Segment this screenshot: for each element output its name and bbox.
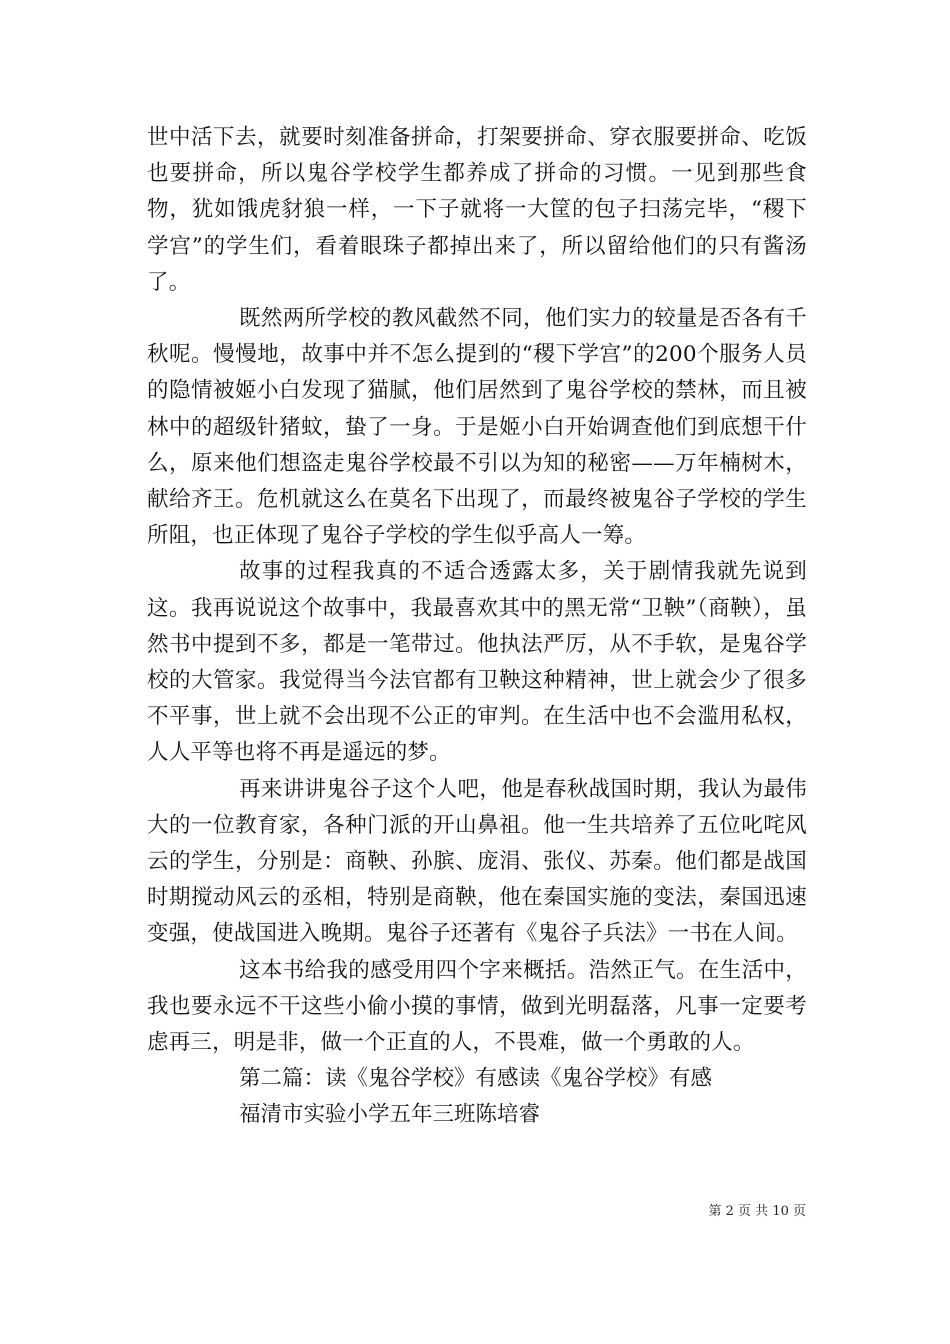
paragraph-weiyang: 故事的过程我真的不适合透露太多，关于剧情我就先说到这。我再说说这个故事中，我最喜欢其中的黑无常“卫鞅”（商鞅），虽然书中提到不多，都是一笔带过。他执法严厉，从不手软，是鬼谷学校的大管家。我觉得当今法官都有卫鞅这种精神，世上就会少了很多不平事，世上就不会出现不公正的审判。在生活中也不会滥用私权，人人平等也将不再是遥远的梦。 xyxy=(147,559,807,766)
paragraph-guiguzi: 再来讲讲鬼谷子这个人吧，他是春秋战国时期，我认为最伟大的一位教育家，各种门派的开山鼻祖。他一生共培养了五位叱咤风云的学生，分别是：商鞅、孙膑、庞涓、张仪、苏秦。他们都是战国时期搅动风云的丞相，特别是商鞅，他在秦国实施的变法，秦国迅速变强，使战国进入晚期。鬼谷子还著有《鬼谷子兵法》一书在人间。 xyxy=(147,776,807,947)
page-number-footer: 第 2 页 共 10 页 xyxy=(708,1204,806,1219)
document-body xyxy=(147,120,807,1134)
author-line: 福清市实验小学五年三班陈培睿 xyxy=(239,1102,541,1128)
paragraph-contest: 既然两所学校的教风截然不同，他们实力的较量是否各有千秋呢。慢慢地，故事中并不怎么提到的“稷下学宫”的200个服务人员的隐情被姬小白发现了猫腻，他们居然到了鬼谷学校的禁林，而且被林中的超级针猪蚊，蛰了一身。于是姬小白开始调查他们到底想干什么，原来他们想盗走鬼谷学校最不引以为知的秘密——万年楠树木，献给齐王。危机就这么在莫名下出现了，而最终被鬼谷子学校的学生所阻，也正体现了鬼谷子学校的学生似乎高人一筹。 xyxy=(147,306,807,549)
paragraph-continuation: 世中活下去，就要时刻准备拼命，打架要拼命、穿衣服要拼命、吃饭也要拼命，所以鬼谷学校学生都养成了拼命的习惯。一见到那些食物，犹如饿虎豺狼一样，一下子就将一大筐的包子扫荡完毕，“稷下学宫”的学生们，看着眼珠子都掉出来了，所以留给他们的只有酱汤了。 xyxy=(147,125,807,295)
section-heading: 第二篇：读《鬼谷学校》有感读《鬼谷学校》有感 xyxy=(239,1066,713,1092)
paragraph-conclusion: 这本书给我的感受用四个字来概括。浩然正气。在生活中，我也要永远不干这些小偷小摸的事情，做到光明磊落，凡事一定要考虑再三，明是非，做一个正直的人，不畏难，做一个勇敢的人。 xyxy=(147,957,807,1056)
